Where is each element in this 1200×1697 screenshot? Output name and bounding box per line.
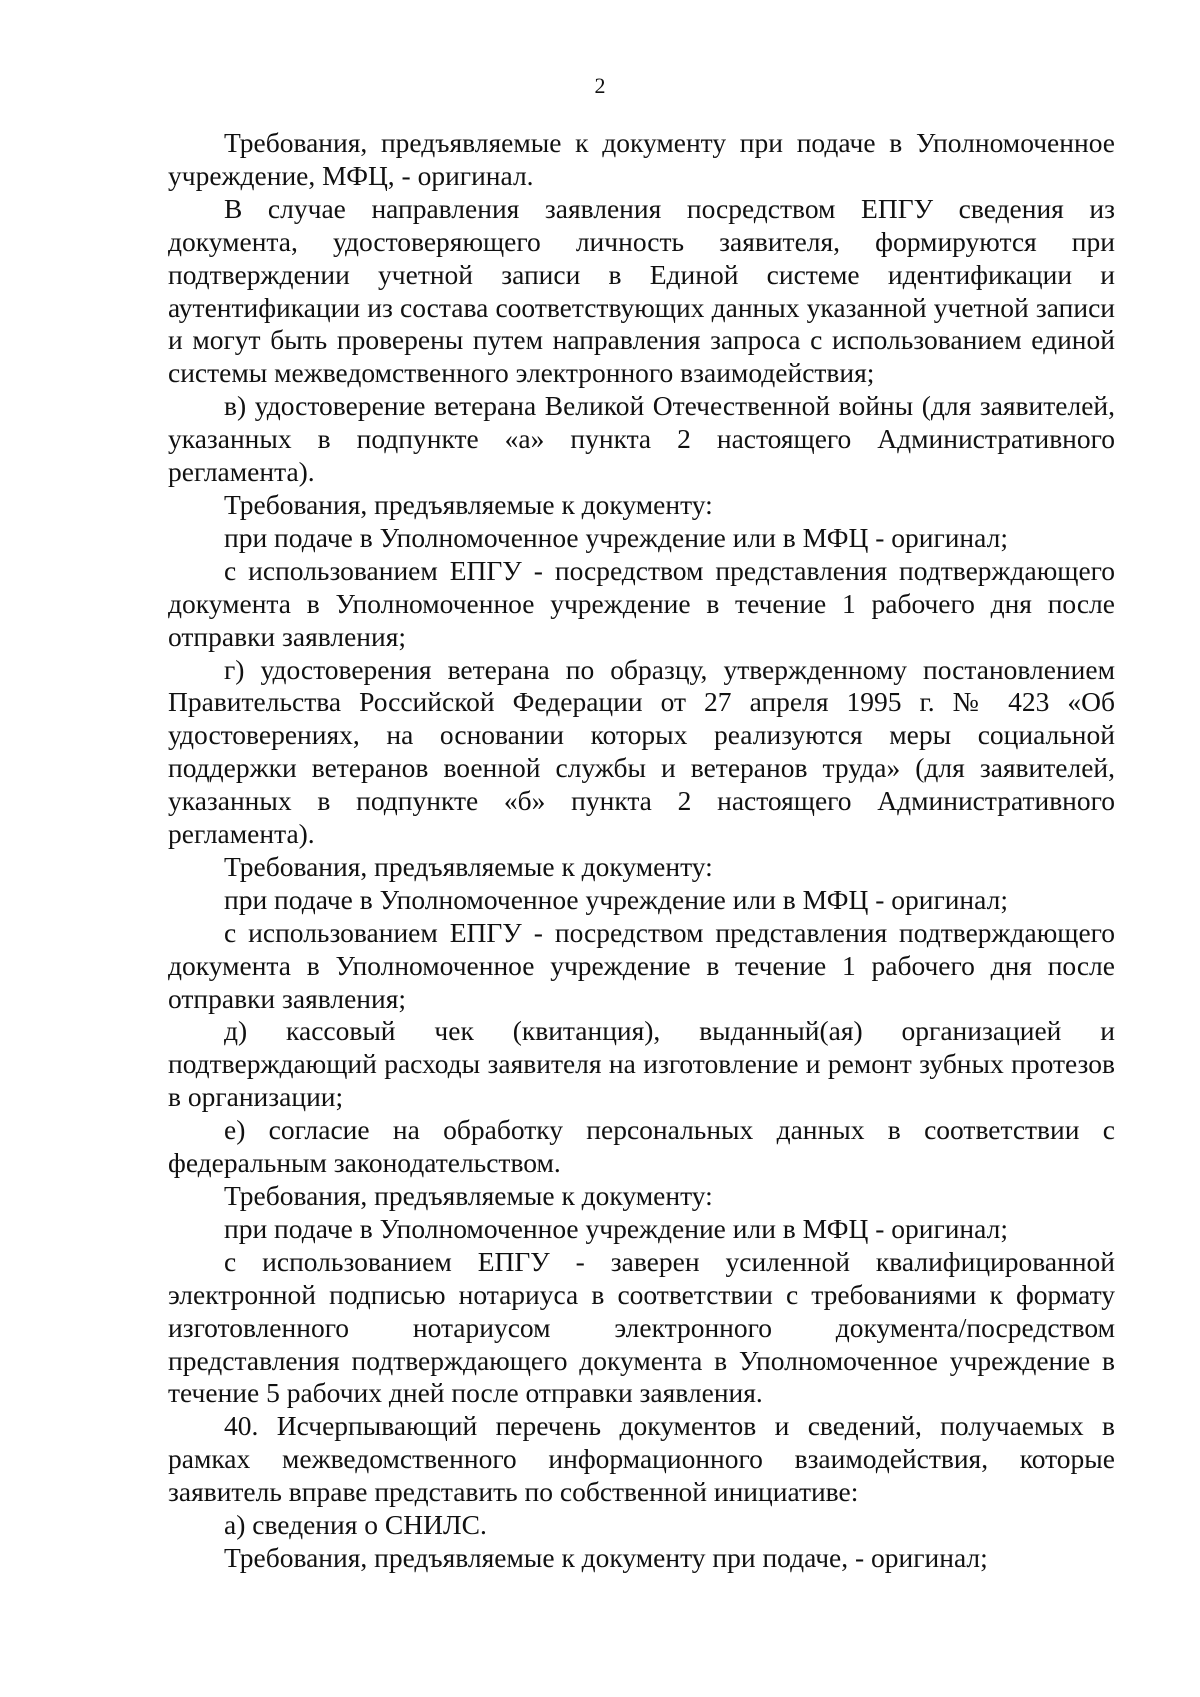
document-body bbox=[168, 127, 1115, 1575]
paragraph-epgu-confirmation: с использованием ЕПГУ - посредством представления подтверждающего документа в Уполномоченное учреждение в течение 1 рабочего дня после отправки заявления; bbox=[168, 554, 1115, 652]
paragraph-epgu-notary: с использованием ЕПГУ - заверен усиленной квалифицированной электронной подписью нотариуса в соответствии с требованиями к формату изготовленного нотариусом электронного документа/посредством представления подтверждающего документа в Уполномоченное учреждение в течение 5 рабочих дней после отправки заявления. bbox=[168, 1245, 1115, 1409]
paragraph-item-a-snils: а) сведения о СНИЛС. bbox=[224, 1509, 487, 1541]
paragraph-section-40: 40. Исчерпывающий перечень документов и сведений, получаемых в рамках межведомственного информационного взаимодействия, которые заявитель вправе представить по собственной инициативе: bbox=[168, 1410, 1115, 1508]
paragraph-item-v: в) удостоверение ветерана Великой Отечественной войны (для заявителей, указанных в подпункте «а» пункта 2 настоящего Административного регламента). bbox=[168, 390, 1115, 488]
paragraph-requirements-heading: Требования, предъявляемые к документу: bbox=[224, 850, 713, 882]
paragraph-requirements-submission: Требования, предъявляемые к документу при подаче, - оригинал; bbox=[224, 1541, 988, 1573]
paragraph-requirements-original: Требования, предъявляемые к документу при подаче в Уполномоченное учреждение, МФЦ, - оригинал. bbox=[168, 127, 1115, 191]
paragraph-requirements-heading: Требования, предъявляемые к документу: bbox=[224, 488, 713, 520]
paragraph-item-e: е) согласие на обработку персональных данных в соответствии с федеральным законодательством. bbox=[168, 1114, 1115, 1179]
paragraph-item-g: г) удостоверения ветерана по образцу, утвержденному постановлением Правительства Российской Федерации от 27 апреля 1995 г. № 423 «Об удостоверениях, на основании которых реализуются меры социальной поддержки ветеранов военной службы и ветеранов труда» (для заявителей, указанных в подпункте «б» пункта 2 настоящего Административного регламента). bbox=[168, 653, 1115, 850]
paragraph-submission-original: при подаче в Уполномоченное учреждение или в МФЦ - оригинал; bbox=[224, 883, 1008, 915]
paragraph-requirements-heading: Требования, предъявляемые к документу: bbox=[224, 1180, 713, 1211]
paragraph-submission-original: при подаче в Уполномоченное учреждение или в МФЦ - оригинал; bbox=[224, 1212, 1008, 1244]
paragraph-epgu-confirmation: с использованием ЕПГУ - посредством представления подтверждающего документа в Уполномоченное учреждение в течение 1 рабочего дня после отправки заявления; bbox=[168, 916, 1115, 1014]
paragraph-item-d: д) кассовый чек (квитанция), выданный(ая) организацией и подтверждающий расходы заявителя на изготовление и ремонт зубных протезов в организации; bbox=[168, 1015, 1115, 1113]
page-number: 2 bbox=[594, 73, 606, 98]
paragraph-submission-original: при подаче в Уполномоченное учреждение или в МФЦ - оригинал; bbox=[224, 521, 1008, 553]
paragraph-epgu-identity: В случае направления заявления посредством ЕПГУ сведения из документа, удостоверяющего личность заявителя, формируются при подтверждении учетной записи в Единой системе идентификации и аутентификации из состава соответствующих данных указанной учетной записи и могут быть проверены путем направления запроса с использованием единой системы межведомственного электронного взаимодействия; bbox=[168, 192, 1115, 389]
